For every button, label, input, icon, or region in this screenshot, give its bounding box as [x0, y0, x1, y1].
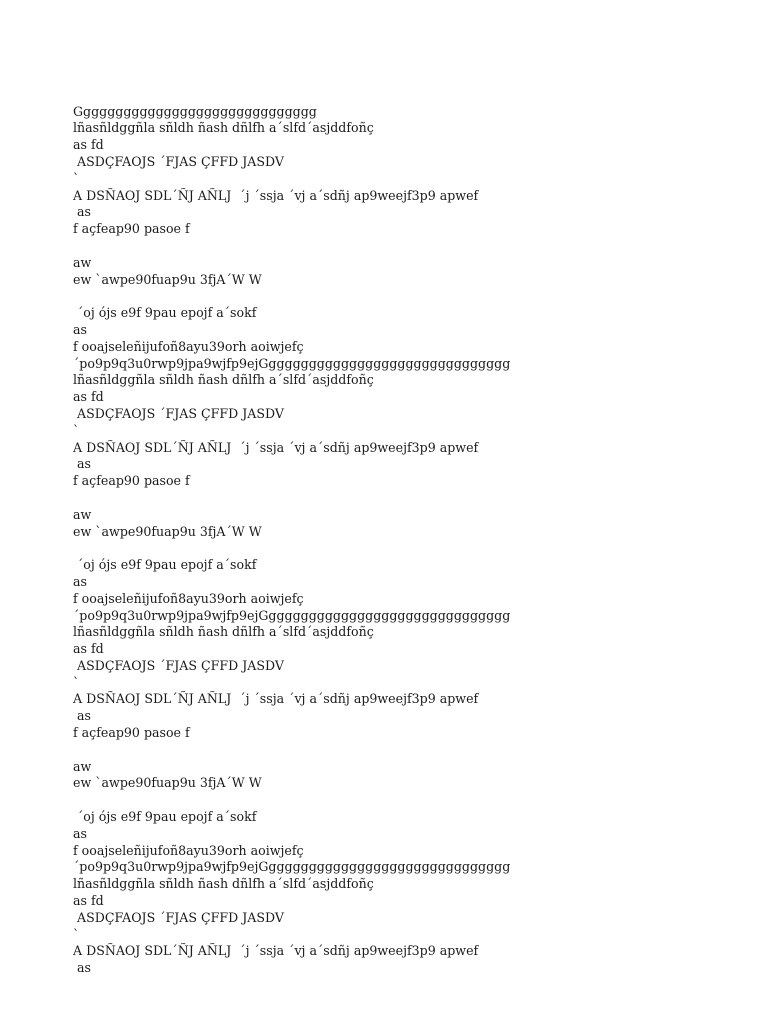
document-line — [73, 490, 733, 507]
document-line: lñasñldggñla sñldh ñash dñlfh a´slfd´asjddfoñç — [73, 372, 374, 388]
document-line: as fd — [73, 137, 104, 153]
document-line — [73, 742, 733, 759]
document-line: A DSÑAOJ SDL´ÑJ AÑLJ ´j ´ssja ´vj a´sdñj ap9weejf3p9 apwef — [73, 187, 479, 203]
document-line: A DSÑAOJ SDL´ÑJ AÑLJ ´j ´ssja ´vj a´sdñj ap9weejf3p9 apwef — [73, 439, 479, 455]
document-line: A DSÑAOJ SDL´ÑJ AÑLJ ´j ´ssja ´vj a´sdñj ap9weejf3p9 apwef — [73, 691, 479, 707]
document-body-text — [73, 70, 733, 977]
document-line: lñasñldggñla sñldh ñash dñlfh a´slfd´asjddfoñç — [73, 624, 374, 640]
document-line: A DSÑAOJ SDL´ÑJ AÑLJ ´j ´ssja ´vj a´sdñj ap9weejf3p9 apwef — [73, 943, 479, 959]
document-line: as — [73, 825, 87, 841]
document-line — [73, 238, 733, 255]
document-line: lñasñldggñla sñldh ñash dñlfh a´slfd´asjddfoñç — [73, 120, 374, 136]
document-line: ASDÇFAOJS ´FJAS ÇFFD JASDV — [73, 909, 284, 925]
document-line: as — [73, 456, 91, 472]
document-line: f açfeap90 pasoe f — [73, 473, 190, 489]
document-line: ` — [73, 170, 80, 186]
document-line: as — [73, 321, 87, 337]
document-line: ew `awpe90fuap9u 3fjA´W W — [73, 523, 262, 539]
document-line: aw — [73, 506, 92, 522]
document-line: ´oj ójs e9f 9pau epojf a´sokf — [73, 557, 257, 573]
document-line: ` — [73, 926, 80, 942]
document-line: ew `awpe90fuap9u 3fjA´W W — [73, 775, 262, 791]
document-line: ew `awpe90fuap9u 3fjA´W W — [73, 271, 262, 287]
document-line — [73, 540, 733, 557]
document-line: f ooajseleñijufoñ8ayu39orh aoiwjefç — [73, 842, 304, 858]
document-line: as — [73, 204, 91, 220]
document-line — [73, 792, 733, 809]
document-line: ASDÇFAOJS ´FJAS ÇFFD JASDV — [73, 405, 284, 421]
document-line: ´po9p9q3u0rwp9jpa9wjfp9ejGgggggggggggggggggggggggggggggg — [73, 607, 511, 623]
document-line — [73, 288, 733, 305]
document-line: Gggggggggggggggggggggggggggggg — [73, 103, 317, 119]
document-line: as — [73, 708, 91, 724]
document-line: f ooajseleñijufoñ8ayu39orh aoiwjefç — [73, 590, 304, 606]
document-line: ´oj ójs e9f 9pau epojf a´sokf — [73, 305, 257, 321]
document-line: as — [73, 573, 87, 589]
document-line: f açfeap90 pasoe f — [73, 725, 190, 741]
document-line: aw — [73, 254, 92, 270]
document-line: f açfeap90 pasoe f — [73, 221, 190, 237]
document-line: aw — [73, 758, 92, 774]
document-line: ASDÇFAOJS ´FJAS ÇFFD JASDV — [73, 153, 284, 169]
document-line: ´oj ójs e9f 9pau epojf a´sokf — [73, 809, 257, 825]
document-line: lñasñldggñla sñldh ñash dñlfh a´slfd´asjddfoñç — [73, 876, 374, 892]
document-line: as fd — [73, 641, 104, 657]
document-line: as — [73, 960, 91, 976]
document-line: ` — [73, 674, 80, 690]
document-line: ´po9p9q3u0rwp9jpa9wjfp9ejGgggggggggggggggggggggggggggggg — [73, 355, 511, 371]
document-line: f ooajseleñijufoñ8ayu39orh aoiwjefç — [73, 338, 304, 354]
document-line: as fd — [73, 893, 104, 909]
document-line: as fd — [73, 389, 104, 405]
document-line: ´po9p9q3u0rwp9jpa9wjfp9ejGgggggggggggggggggggggggggggggg — [73, 859, 511, 875]
document-line: ASDÇFAOJS ´FJAS ÇFFD JASDV — [73, 657, 284, 673]
document-line: ` — [73, 422, 80, 438]
